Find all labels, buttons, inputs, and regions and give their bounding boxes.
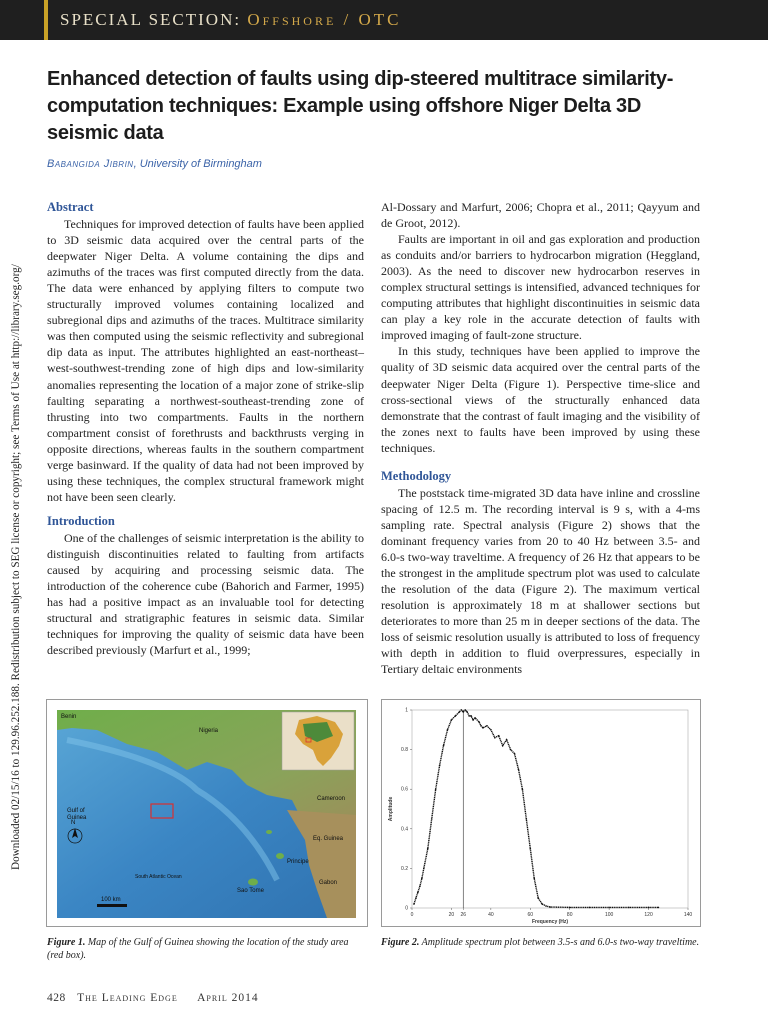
header-accent-stripe bbox=[44, 0, 48, 40]
label-sao-tome: Sao Tome bbox=[237, 888, 264, 894]
amplitude-point bbox=[417, 891, 419, 893]
x-tick-label: 120 bbox=[644, 912, 653, 918]
section-topic: Offshore / OTC bbox=[247, 10, 402, 29]
figure-2-label: Figure 2. bbox=[381, 937, 420, 948]
amplitude-point bbox=[460, 709, 462, 711]
label-cameroon: Cameroon bbox=[317, 796, 346, 802]
y-tick-label: 1 bbox=[405, 707, 408, 714]
left-column bbox=[47, 199, 364, 658]
label-guinea: Guinea bbox=[67, 815, 87, 821]
methodology-heading: Methodology bbox=[381, 468, 452, 483]
figure-2-caption bbox=[381, 937, 701, 950]
figure-1-caption-text: Map of the Gulf of Guinea showing the location of the study area (red box). bbox=[47, 937, 349, 961]
figure-1-label: Figure 1. bbox=[47, 937, 86, 948]
x-tick-label: 26 bbox=[460, 912, 467, 918]
figure-1-caption bbox=[47, 937, 367, 962]
download-notice-text: Downloaded 02/15/16 to 129.96.252.188. Redistribution subject to SEG license or copyright; see Terms of Use at http://library.seg.org/ bbox=[10, 264, 22, 870]
introduction-paragraph-1: One of the challenges of seismic interpretation is the ability to distinguish discontinuities related to faulting from artifacts caused by acquiring and processing seismic data. The introduction of the coherence cube (Bahorich and Farmer, 1995) has had a positive impact as an invaluable tool for detecting structural and stratigraphic features in seismic data. Similar techniques for improving the quality of seismic data have been described previously (Marfurt et al., 1999; bbox=[47, 530, 364, 658]
amplitude-point bbox=[466, 711, 468, 713]
page-number: 428 bbox=[47, 992, 66, 1004]
label-benin: Benin bbox=[61, 714, 77, 720]
author-line bbox=[47, 158, 262, 170]
amplitude-point bbox=[474, 717, 476, 719]
svg-text:100 km: 100 km bbox=[101, 897, 121, 903]
amplitude-point bbox=[431, 818, 433, 820]
amplitude-point bbox=[526, 818, 528, 820]
amplitude-point bbox=[470, 715, 472, 717]
amplitude-point bbox=[510, 749, 512, 751]
amplitude-point bbox=[451, 719, 453, 721]
y-tick-label: 0.6 bbox=[401, 786, 408, 793]
amplitude-point bbox=[648, 907, 650, 909]
label-ridge: South Atlantic Ocean bbox=[135, 874, 182, 880]
label-eq-guinea: Eq. Guinea bbox=[313, 836, 344, 842]
y-tick-label: 0 bbox=[405, 905, 408, 912]
issue-date: April 2014 bbox=[197, 992, 259, 1004]
page-footer bbox=[47, 992, 259, 1004]
label-principe: Principe bbox=[287, 859, 309, 865]
abstract-text: Techniques for improved detection of faults have been applied to 3D seismic data acquired over the central parts of the deepwater Niger Delta. A volume containing the dips and azimuths of the traces was first computed directly from the data. The data were enhanced by applying filters to compute two structurally improved volumes containing localized and subregional dips and azimuths of the traces. Multitrace similarity was then computed using the seismic reflectivity and subregional dip data as input. The attributes highlighted an east-northeast–west-southwest-trending zone of high dips and low-similarity anomalies representing the location of a major zone of strike-slip faulting separating a northwest-southeast-trending zone of thrusting into two compartments. Faults in the northern compartment consist of forethrusts and backthrusts verging in opposite directions, whereas faults in the southern compartment verge basinward. If the quality of data had not been improved by using these techniques, the complex structural framework might not have been seen clearly. bbox=[47, 217, 364, 504]
amplitude-point bbox=[490, 729, 492, 731]
section-header-title bbox=[60, 10, 402, 30]
amplitude-point bbox=[514, 753, 516, 755]
introduction-paragraph-2: Faults are important in oil and gas exploration and production as conduits and/or barriers to hydrocarbon migration (Heggland, 2003). As the need to discover new hydrocarbon reserves in complex structural settings is intensified, advanced techniques for computing attributes that highlight discontinuities in seismic data can play a key role in the accurate detection of faults with improved imaging of fault-zone structure. bbox=[381, 232, 700, 343]
amplitude-point bbox=[427, 848, 429, 850]
amplitude-point bbox=[478, 721, 480, 723]
amplitude-point bbox=[502, 745, 504, 747]
section-label: SPECIAL SECTION: bbox=[60, 10, 242, 29]
amplitude-point bbox=[569, 907, 571, 909]
amplitude-point bbox=[533, 878, 535, 880]
plot-frame bbox=[412, 710, 688, 908]
right-column bbox=[381, 199, 700, 677]
y-tick-label: 0.2 bbox=[401, 865, 408, 872]
x-tick-label: 100 bbox=[604, 912, 614, 918]
introduction-paragraph-1-continued: Al-Dossary and Marfurt, 2006; Chopra et al., 2011; Qayyum and de Groot, 2012). bbox=[381, 200, 700, 231]
y-tick-label: 0.4 bbox=[401, 826, 408, 833]
amplitude-point bbox=[455, 715, 457, 717]
amplitude-point bbox=[419, 885, 421, 887]
amplitude-point bbox=[589, 907, 591, 909]
abstract-heading: Abstract bbox=[47, 200, 94, 214]
label-nigeria: Nigeria bbox=[199, 728, 219, 734]
amplitude-point bbox=[518, 769, 520, 771]
amplitude-series-line bbox=[414, 710, 658, 907]
amplitude-point bbox=[435, 788, 437, 790]
amplitude-point bbox=[486, 725, 488, 727]
amplitude-point bbox=[549, 906, 551, 908]
amplitude-point bbox=[468, 715, 470, 717]
amplitude-spectrum-plot bbox=[382, 700, 700, 926]
amplitude-point bbox=[537, 897, 539, 899]
download-notice-sidebar bbox=[2, 158, 22, 870]
amplitude-point bbox=[464, 709, 466, 711]
amplitude-point bbox=[541, 903, 543, 905]
amplitude-point bbox=[608, 907, 610, 909]
amplitude-point bbox=[413, 903, 415, 905]
section-gap bbox=[47, 505, 364, 513]
label-gabon: Gabon bbox=[319, 880, 338, 886]
section-gap bbox=[381, 456, 700, 468]
amplitude-point bbox=[658, 907, 660, 909]
x-tick-label: 140 bbox=[683, 912, 693, 918]
amplitude-point bbox=[443, 745, 445, 747]
amplitude-point bbox=[494, 737, 496, 739]
amplitude-point bbox=[506, 739, 508, 741]
y-tick-label: 0.8 bbox=[401, 747, 408, 754]
x-tick-label: 0 bbox=[410, 912, 414, 918]
amplitude-point bbox=[447, 729, 449, 731]
amplitude-point bbox=[529, 848, 531, 850]
amplitude-point bbox=[628, 907, 630, 909]
author-name[interactable]: Babangida Jibrin bbox=[47, 158, 134, 170]
x-tick-label: 60 bbox=[527, 912, 534, 918]
y-axis-label: Amplitude bbox=[388, 796, 394, 822]
x-tick-label: 80 bbox=[566, 912, 573, 918]
amplitude-point bbox=[522, 788, 524, 790]
amplitude-point bbox=[482, 727, 484, 729]
amplitude-point bbox=[423, 868, 425, 870]
journal-name: The Leading Edge bbox=[77, 992, 178, 1004]
amplitude-point bbox=[545, 905, 547, 907]
introduction-heading: Introduction bbox=[47, 513, 115, 528]
methodology-paragraph-1: The poststack time-migrated 3D data have inline and crossline spacing of 12.5 m. The recording interval is 9 s, with a 4-ms sampling rate. Spectral analysis (Figure 2) shows that the dominant frequency varies from 20 to 40 Hz between 3.5- and 6.0-s two-way traveltime. A frequency of 26 Hz that appears to be the strongest in the amplitude spectrum plot was used to calculate the resolution of the data (Figure 2). The maximum vertical resolution is approximately 18 m at shallower sections but deteriorates to more than 25 m in deeper sections of the data. The loss of seismic resolution usually is attributed to loss of frequency with depth in addition to fluid overpressures, especially in Tertiary deltaic environments bbox=[381, 485, 700, 677]
amplitude-point bbox=[439, 765, 441, 767]
island-principe bbox=[276, 853, 284, 859]
x-axis-label: Frequency (Hz) bbox=[531, 919, 569, 925]
figure-2-caption-text: Amplitude spectrum plot between 3.5-s and 6.0-s two-way traveltime. bbox=[419, 937, 700, 948]
introduction-paragraph-3: In this study, techniques have been applied to improve the quality of 3D seismic data acquired over the central parts of the deepwater Niger Delta (Figure 1). Perspective time-slice and cross-sectional views of the structurally enhanced data demonstrate that the contrast of fault imaging and the visibility of the zones next to faults have been improved by using these techniques. bbox=[381, 344, 700, 455]
amplitude-point bbox=[421, 878, 423, 880]
amplitude-point bbox=[459, 711, 461, 713]
x-tick-label: 20 bbox=[448, 912, 455, 918]
amplitude-point bbox=[498, 735, 500, 737]
x-tick-label: 40 bbox=[488, 912, 494, 918]
figure-1-map[interactable] bbox=[46, 699, 368, 927]
author-affiliation: , University of Birmingham bbox=[133, 158, 262, 170]
svg-text:N: N bbox=[71, 820, 76, 826]
amplitude-point bbox=[472, 719, 474, 721]
gulf-of-guinea-map bbox=[47, 700, 367, 926]
label-gulf: Gulf of bbox=[67, 808, 85, 814]
island-sao-tome bbox=[248, 879, 258, 886]
article-title: Enhanced detection of faults using dip-steered multitrace similarity-computation techniques: Example using offshore Niger Delta 3D seismic data bbox=[47, 68, 674, 144]
amplitude-point bbox=[480, 725, 482, 727]
chart-series bbox=[413, 709, 659, 908]
figure-2-chart[interactable] bbox=[381, 699, 701, 927]
amplitude-point bbox=[462, 711, 464, 713]
amplitude-point bbox=[415, 897, 417, 899]
